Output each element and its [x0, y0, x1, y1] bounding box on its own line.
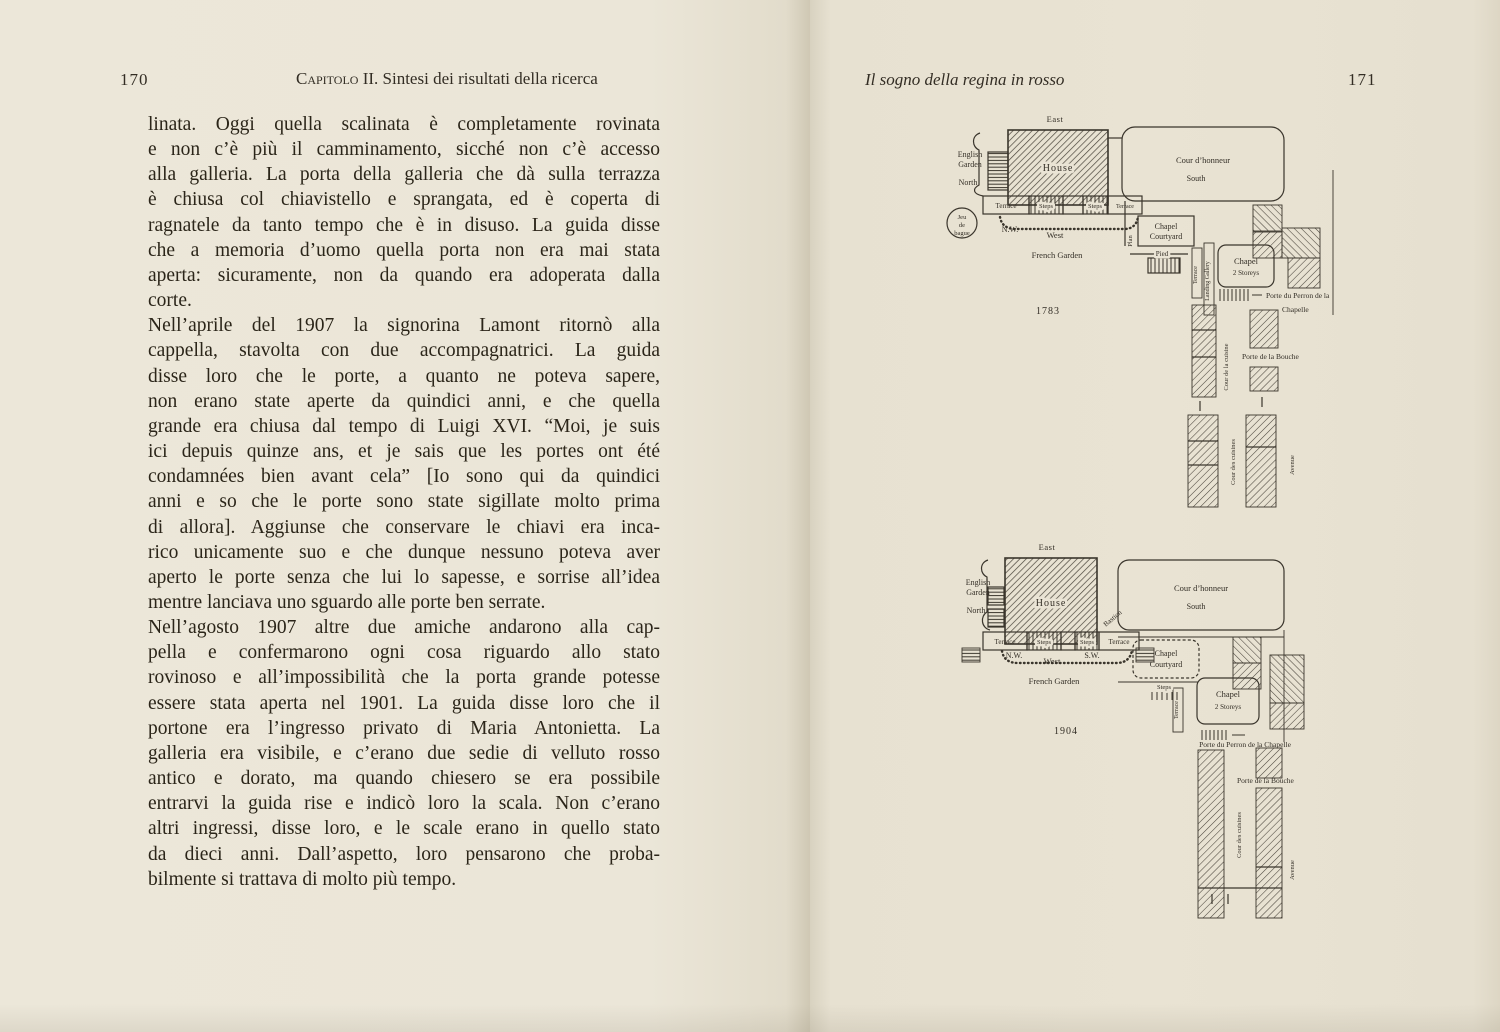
label-west: West: [1043, 656, 1061, 666]
label-cour-des-cuisines: Cour des cuisines: [1230, 439, 1237, 485]
label-chapel-courtyard-1: Chapel: [1154, 649, 1178, 658]
label-porte-bouche: Porte de la Bouche: [1237, 776, 1294, 785]
label-terrace-right: Terrace: [1108, 638, 1130, 646]
label-cour-des-cuisines: Cour des cuisines: [1236, 812, 1243, 858]
avenue-strip: [1246, 415, 1276, 507]
text-line: pella e confermarono ogni cosa riguardo allo stato: [148, 642, 660, 664]
pied-steps: [1148, 258, 1180, 273]
left-page-number: 170: [120, 70, 149, 89]
label-avenue: Avenue: [1289, 455, 1296, 475]
text-line: cappella, stavolta con due accompagnatrici. La guida: [148, 340, 660, 362]
kitchen-strip: [1198, 750, 1224, 918]
label-steps-right: Steps: [1087, 203, 1103, 210]
label-house: House: [1042, 163, 1074, 174]
text-line: essere stata aperta nel 1901. La guida disse loro che il: [148, 692, 660, 714]
label-nw: N.W.: [1001, 225, 1019, 234]
text-line: è chiusa col chiavistello e sprangata, ed è coperta di: [148, 189, 660, 211]
hatch-block: [1270, 655, 1304, 703]
text-line: che a memoria d’uomo quella porta non era mai stata: [148, 239, 660, 261]
label-steps-right: Steps: [1079, 639, 1095, 646]
label-east: East: [1046, 114, 1064, 124]
label-nw: N.W.: [1005, 651, 1023, 660]
label-porte-bouche: Porte de la Bouche: [1242, 352, 1299, 361]
label-steps-left: Steps: [1036, 639, 1052, 646]
label-french-garden: French Garden: [1031, 250, 1083, 260]
label-chapel-storeys: 2 Storeys: [1232, 269, 1260, 277]
text-line: mentre lanciava uno sguardo alle porte ben serrate.: [148, 591, 546, 613]
label-chapel-courtyard-1: Chapel: [1154, 222, 1178, 231]
text-line: non erano state aperte da quindici anni, e che quella: [148, 390, 660, 412]
hatch-block: [1233, 637, 1261, 663]
text-line: di allora]. Aggiunse che conservare le chiavi era inca-: [148, 516, 660, 538]
text-line: ragnatele da tanto tempo che è in disuso. La guida disse: [148, 214, 660, 236]
text-line: rico unicamente suo e che dunque nessuno poteva aver: [148, 541, 660, 563]
garden-steps: [988, 609, 1004, 627]
chapter-title: Sintesi dei risultati della ricerca: [378, 69, 598, 88]
label-steps-small: Steps: [1156, 684, 1172, 691]
right-running-head: Il sogno della regina in rosso: [865, 70, 1065, 89]
label-east: East: [1038, 542, 1056, 552]
label-french-garden: French Garden: [1028, 676, 1080, 686]
label-bastion: Bastion: [1101, 608, 1124, 629]
garden-steps: [988, 152, 1008, 190]
plan-1783: [930, 105, 1340, 535]
label-plan-vertical: Plan: [1127, 235, 1134, 247]
label-steps-left: Steps: [1038, 203, 1054, 210]
label-north: North: [966, 606, 986, 615]
label-sw: S.W.: [1084, 651, 1100, 660]
chapter-label: Capitolo II.: [296, 69, 379, 88]
label-porte-perron: Porte du Perron de la Chapelle: [1199, 740, 1291, 749]
label-landing-gallery: Landing Gallery: [1205, 261, 1211, 301]
hatch-block: [1250, 367, 1278, 391]
chapel-steps-ticks: [1220, 289, 1262, 301]
label-jeu: Jeu: [957, 214, 967, 221]
chapel-courtyard-box: [1138, 216, 1194, 246]
label-north: North: [958, 178, 978, 187]
label-jeu-bague: bague: [954, 230, 970, 237]
paragraph: [148, 112, 660, 313]
label-terrace-left: Terrace: [995, 202, 1017, 210]
label-chapel: Chapel: [1233, 256, 1259, 266]
cour-dhonneur-outline: [1118, 560, 1284, 630]
hatch-block: [1250, 310, 1278, 348]
hatch-block: [1253, 232, 1282, 258]
label-jeu-de: de: [958, 222, 966, 229]
label-terrace-right: Terrace: [1116, 204, 1134, 210]
label-porte-perron-1: Porte du Perron de la: [1266, 291, 1330, 300]
text-line: grande era chiusa dal tempo di Luigi XVI. “Moi, je suis: [148, 415, 660, 437]
plan-1904: [940, 530, 1350, 970]
label-english: English: [957, 150, 983, 159]
label-year-1904: 1904: [1054, 726, 1078, 737]
hatch-block: [1270, 703, 1304, 729]
label-terrace-left: Terrace: [994, 638, 1016, 646]
avenue-block: [1256, 748, 1282, 778]
hatch-block: [1282, 228, 1320, 258]
text-line: e non c’è più il camminamento, sicché non c’è accesso: [148, 139, 660, 161]
paragraph: [148, 615, 660, 892]
text-line: disse loro che le porte, a quanto ne poteva sapere,: [148, 365, 660, 387]
label-terrace-vertical: Terrace: [1174, 701, 1180, 719]
label-year-1783: 1783: [1036, 306, 1060, 317]
label-garden: Garden: [966, 588, 990, 597]
label-english: English: [965, 578, 991, 587]
text-line: corte.: [148, 290, 192, 312]
label-pied: Pied: [1155, 250, 1169, 258]
text-line: portone era l’ingresso privato di Maria Antonietta. La: [148, 717, 660, 739]
text-line: aperta: sicuramente, non da quando era adoperata dalla: [148, 264, 660, 286]
text-line: aperto le porte senza che lui lo sapesse, e sorrise all’idea: [148, 566, 660, 588]
label-cour-de-la-cuisine: Cour de la cuisine: [1223, 343, 1230, 391]
text-line: da dieci anni. Dall’aspetto, loro pensarono che proba-: [148, 843, 660, 865]
hatch-block: [1233, 663, 1261, 689]
label-cour-dhonneur: Cour d’honneur: [1173, 583, 1229, 593]
text-line: condamnées bien avant cela” [Io sono qui da quindici: [148, 466, 660, 488]
right-page-number: 171: [1348, 70, 1377, 89]
text-line: bilmente si trattava di molto più tempo.: [148, 868, 457, 890]
chapel-steps-ticks: [1202, 730, 1245, 740]
text-line: ici depuis quinze ans, et je sais que les portes ont été: [148, 441, 660, 463]
label-chapel-courtyard-2: Courtyard: [1149, 660, 1183, 669]
text-line: antico e dorato, ma quando chiesero se era possibile: [148, 768, 660, 790]
text-line: altri ingressi, disse loro, e le scale erano in quello stato: [148, 818, 660, 840]
text-line: alla galleria. La porta della galleria che dà sulla terrazza: [148, 164, 660, 186]
label-chapel: Chapel: [1215, 689, 1241, 699]
hatch-block: [1253, 205, 1282, 231]
west-scallop: [1000, 217, 1138, 229]
label-west: West: [1046, 230, 1064, 240]
text-line: entrarvi la guida rise e indicò loro la scala. Non c’erano: [148, 793, 660, 815]
label-avenue: Avenue: [1289, 860, 1296, 880]
text-line: anni e so che le porte sono state sigillate molto prima: [148, 491, 660, 513]
label-garden: Garden: [958, 160, 982, 169]
label-chapel-storeys: 2 Storeys: [1214, 703, 1242, 711]
paragraph: [148, 313, 660, 615]
kitchen-strip: [1188, 415, 1218, 507]
label-chapel-courtyard-2: Courtyard: [1149, 232, 1183, 241]
text-line: rovinoso e all’impossibilità che la porta grande potesse: [148, 667, 660, 689]
label-cour-dhonneur: Cour d’honneur: [1175, 155, 1231, 165]
left-running-head: [296, 69, 598, 89]
text-line: Nell’aprile del 1907 la signorina Lamont ritornò alla: [148, 315, 660, 337]
west-steps: [962, 648, 980, 662]
label-south: South: [1186, 602, 1206, 611]
text-line: galleria era visibile, e c’erano due sedie di velluto rosso: [148, 742, 660, 764]
avenue-strip: [1256, 788, 1282, 918]
page-bottom-shadow: [0, 1004, 1500, 1032]
body-text: [148, 112, 660, 892]
label-terrace-vertical: Terrace: [1193, 266, 1199, 284]
label-house: House: [1035, 598, 1067, 609]
garden-steps: [988, 587, 1004, 605]
label-south: South: [1186, 174, 1206, 183]
hatch-block: [1288, 258, 1320, 288]
kitchen-strip: [1192, 305, 1216, 397]
label-porte-perron-2: Chapelle: [1282, 305, 1309, 314]
text-line: Nell’agosto 1907 altre due amiche andarono alla cap-: [148, 617, 660, 639]
text-line: linata. Oggi quella scalinata è completamente rovinata: [148, 114, 660, 135]
